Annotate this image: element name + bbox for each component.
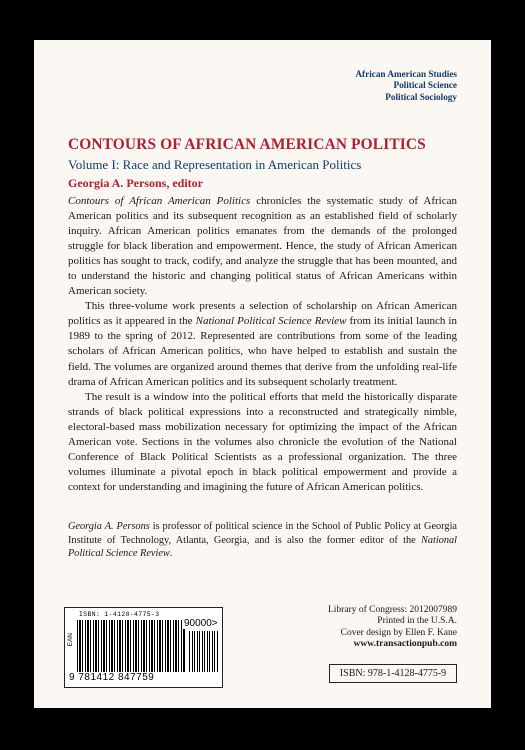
journal-title-italic: National Political Science Review [68,534,457,560]
blurb-paragraph-1 [68,194,457,299]
book-title: CONTOURS OF AFRICAN AMERICAN POLITICS [68,136,426,153]
editor-name-italic: Georgia A. Persons [68,521,150,532]
book-title-italic: Contours of African American Politics [68,195,251,207]
paragraph-text: from its initial launch in 1989 to the spring of 2012. Represented are contributions from some of the leading scholars of African American politics, who have helped to establish and sustain the field. The volumes are organized around themes that derive from the unfolding real-life drama of African American politics and its subsequent scholarly treatment. [68,315,457,388]
subject-categories [355,69,457,103]
pubinfo-line: Cover design by Ellen F. Kane [340,627,457,638]
editor-bio [68,520,457,561]
publication-info [328,605,457,650]
supplement-bars [189,631,218,672]
paragraph-text: This three-volume work presents a selection of scholarship on African American politics as it appeared in the [68,300,457,328]
subject-line: Political Sociology [385,91,457,102]
publisher-website: www.transactionpub.com [353,638,457,649]
supplement-number: 90000> [184,618,218,629]
subject-line: Political Science [393,80,457,91]
barcode-digits: 9 781412 847759 [69,672,155,683]
pubinfo-line: Library of Congress: 2012007989 [327,605,457,615]
blurb-paragraph-3: The result is a window into the political efforts that meld the historically disparate strands of black political expressions into a reconstructed and strategically nimble, electoral-based mass mobilization necessary for optimizing the impact of the African American vote. Sections in the volumes also chronicle the evolution of the National Conference of Black Political Scientists as a professional organization. The three volumes illuminate a pivotal epoch in black political empowerment and provide a context for understanding and imagining the future of African American politics. [68,390,457,493]
paragraph-text: chronicles the systematic study of African American politics and its subsequent recognition as an established field of scholarly inquiry. African American politics emanates from the demands of the prolonged struggle for black liberation and empowerment. Hence, the study of African American politics has sought to track, codify, and analyze the struggle that has been mounted, and to understand the historic and changing political status of African Americans within American society. [68,195,457,298]
blurb [68,194,457,495]
barcode-bars [77,620,185,672]
pubinfo-line: Printed in the U.S.A. [377,616,457,627]
book-editor: Georgia A. Persons, editor [68,176,203,190]
ean-label: EAN [67,633,74,647]
barcode-isbn-label: ISBN: 1-4128-4775-3 [79,611,160,618]
journal-title-italic: National Political Science Review [195,315,347,328]
barcode [64,607,223,688]
back-cover [34,40,491,708]
book-subtitle: Volume I: Race and Representation in American Politics [68,157,362,172]
subject-line: African American Studies [355,69,457,79]
isbn-box: ISBN: 978-1-4128-4775-9 [329,664,457,683]
blurb-paragraph-2 [68,299,457,389]
bio-text: is professor of political science in the School of Public Policy at Georgia Institute of Technology, Atlanta, Georgia, and is also the former editor of the [68,521,457,546]
bio-end: . [169,548,173,560]
